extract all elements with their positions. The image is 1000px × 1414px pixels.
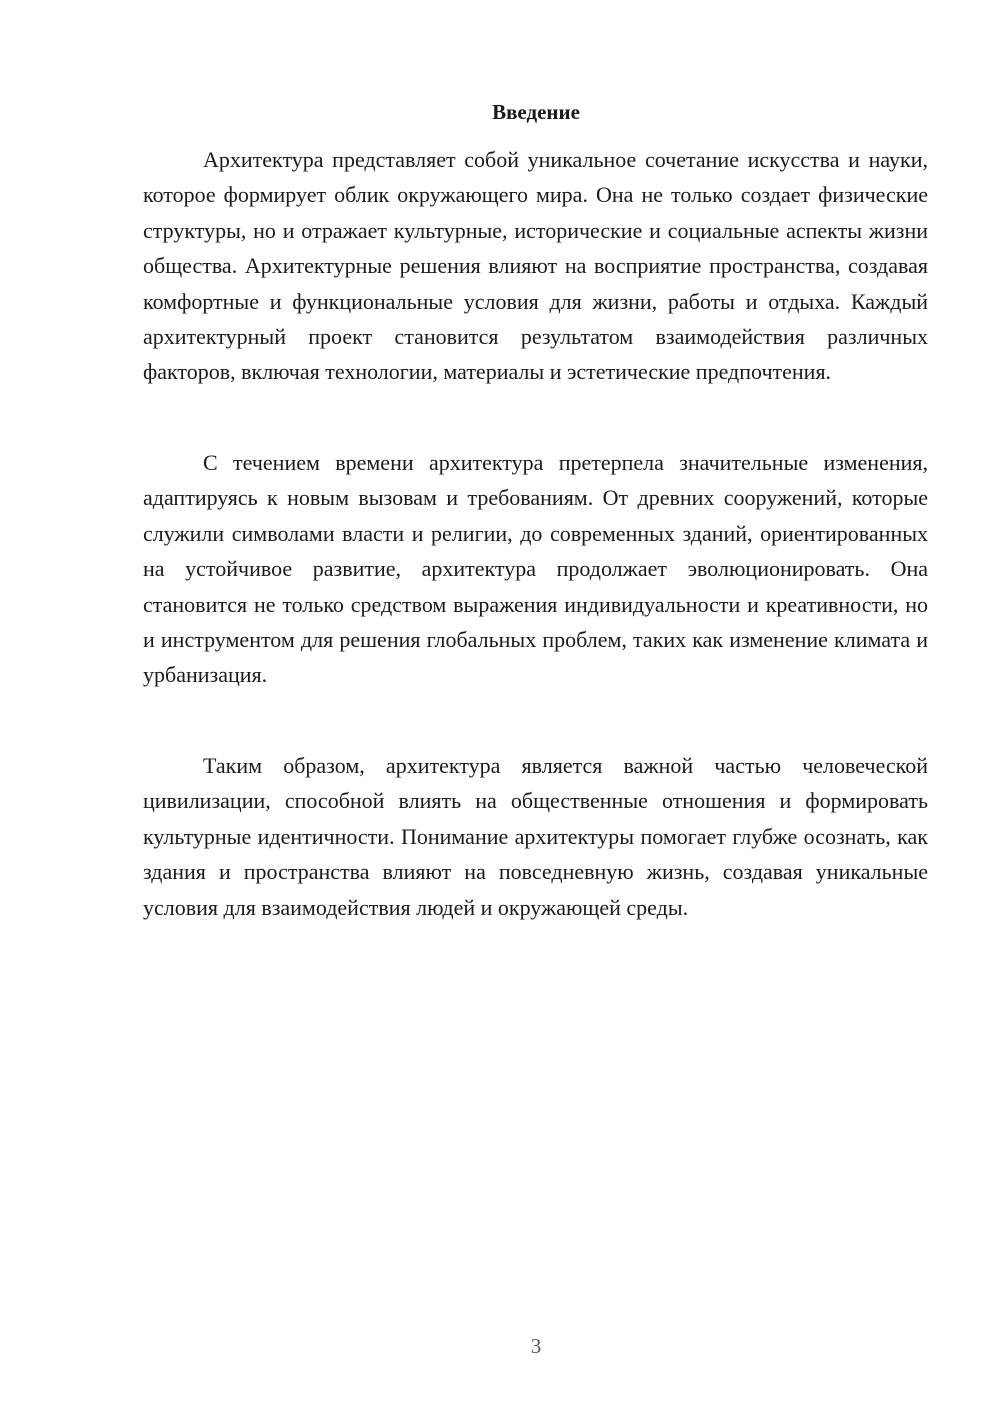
paragraph-history: С течением времени архитектура претерпела значительные изменения, адаптируясь к новым вызовам и требованиям. От древних сооружений, которые служили символами власти и религии, до современных зданий, ориентированных на устойчивое развитие, архитектура продолжает эволюционировать. Она становится не только средством выражения индивидуальности и креативности, но и инструментом для решения глобальных проблем, таких как изменение климата и урбанизация. xyxy=(143,450,928,688)
page-number: 3 xyxy=(530,1334,542,1358)
paragraph-conclusion: Таким образом, архитектура является важной частью человеческой цивилизации, способной влиять на общественные отношения и формировать культурные идентичности. Понимание архитектуры помогает глубже осознать, как здания и пространства влияют на повседневную жизнь, создавая уникальные условия для взаимодействия людей и окружающей среды. xyxy=(143,753,928,920)
paragraph-intro: Архитектура представляет собой уникальное сочетание искусства и науки, которое формирует облик окружающего мира. Она не только создает физические структуры, но и отражает культурные, исторические и социальные аспекты жизни общества. Архитектурные решения влияют на восприятие пространства, создавая комфортные и функциональные условия для жизни, работы и отдыха. Каждый архитектурный проект становится результатом взаимодействия различных факторов, включая технологии, материалы и эстетические предпочтения. xyxy=(143,147,928,385)
section-heading: Введение xyxy=(492,100,580,124)
